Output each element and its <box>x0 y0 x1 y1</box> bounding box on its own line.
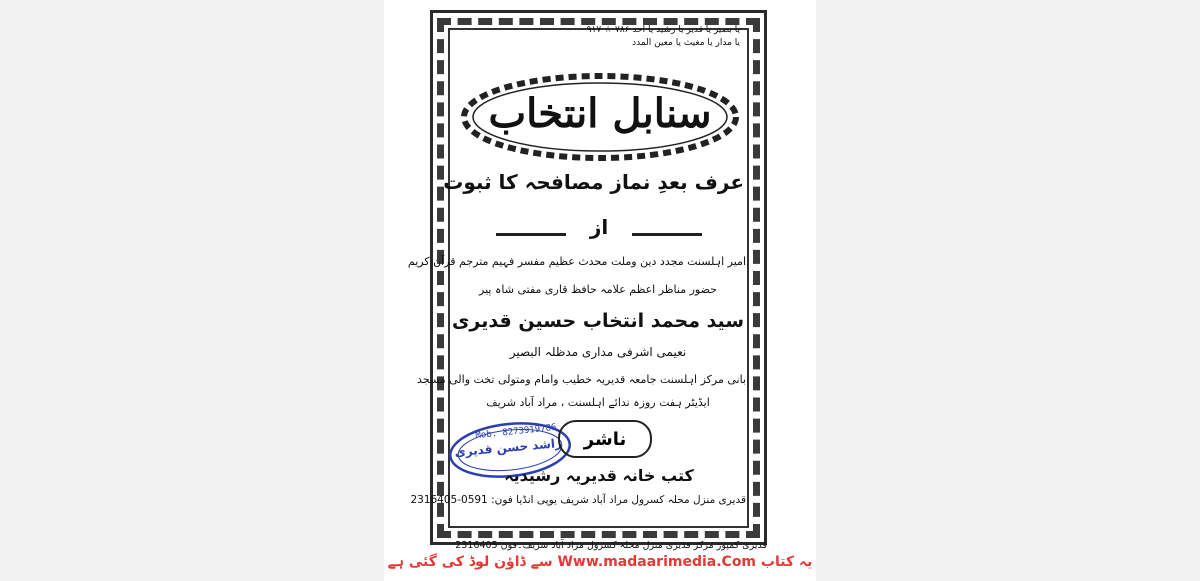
publisher-label: ناشر <box>558 420 652 458</box>
author-titles-line-5: ایڈیٹر ہفت روزہ ندائے اہلسنت ، مراد آباد شریف <box>486 396 710 409</box>
ornament-line-left <box>496 233 566 236</box>
stamp-name: راشد حسن قدیری <box>454 435 563 460</box>
author-titles-line-4: بانی مرکز اہلسنت جامعہ قدیریہ خطیب وامام ومتولی تخت والی مسجد <box>417 373 746 386</box>
author-titles-line-1: امیر اہلسنت مجدد دین وملت محدث عظیم مفسر فہیم مترجم قرآن کریم <box>407 255 746 268</box>
composer-line: قدیری کمپوز مرکز قدیری منزل محلہ کسرول مراد آباد شریف۔فون 2316405 <box>455 540 767 551</box>
ornament-line-right <box>632 233 702 236</box>
publisher-contact: قدیری منزل محلہ کسرول مراد آباد شریف یوپی انڈیا فون: 0591-2316405 <box>410 494 746 506</box>
author-titles-line-3: نعیمی اشرفی مداری مدظلہ البصیر <box>509 345 687 359</box>
stamp-mobile-number: Mob. 8273919786 <box>475 422 557 442</box>
book-subtitle: عرف بعدِ نماز مصافحہ کا ثبوت <box>443 170 744 194</box>
publisher-name: کتب خانہ قدیریہ رشیدیہ <box>504 466 694 485</box>
book-cover-page <box>384 0 816 581</box>
invocation-line-1: یا بصیر یا قدیر یا رشید یا احد ۷۸۶ ☆ ۹۱۷ <box>586 25 740 35</box>
invocation-line-2: یا مدار یا مغیث یا معین المدد <box>632 38 740 48</box>
book-title: سنابل انتخاب <box>488 90 712 137</box>
author-name: سید محمد انتخاب حسین قدیری <box>451 310 745 332</box>
author-titles-line-2: حضور مناظر اعظم علامہ حافظ قاری مفتی شاہ پیر <box>479 283 717 296</box>
download-source-footer: یہ کتاب Www.madaarimedia.Com سے ڈاؤن لوڈ کی گئی ہے <box>387 554 813 570</box>
by-label: از <box>589 215 609 239</box>
